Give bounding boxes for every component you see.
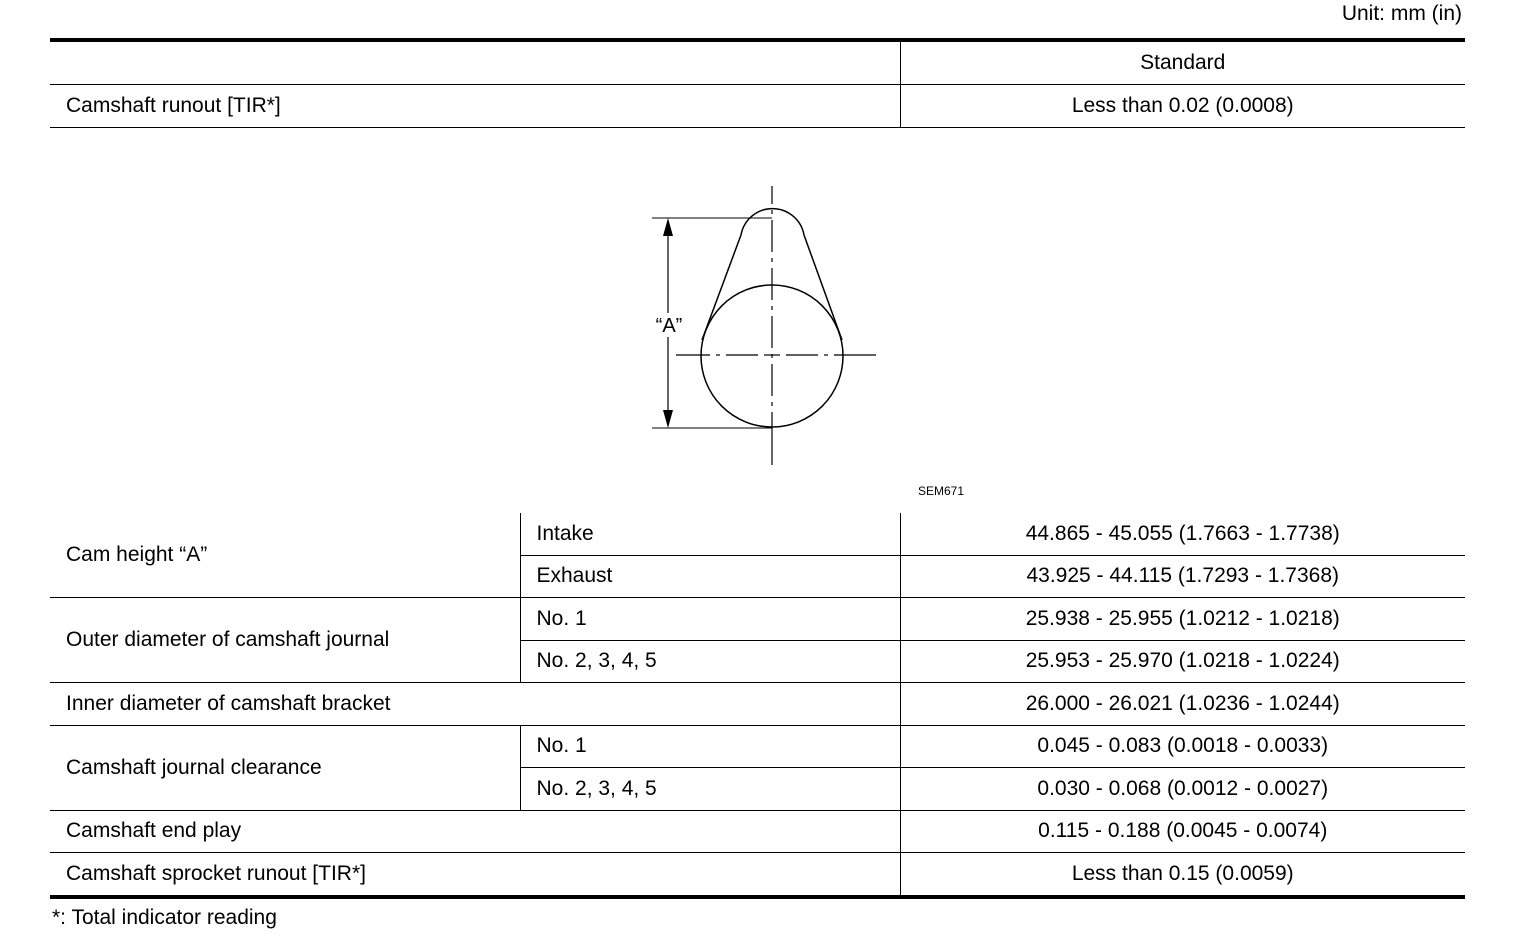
- row-label: Camshaft sprocket runout [TIR*]: [50, 853, 900, 897]
- sub-label: Intake: [520, 513, 900, 555]
- header-empty-cell: [50, 40, 900, 85]
- row-value: 44.865 - 45.055 (1.7663 - 1.7738): [900, 513, 1465, 555]
- sub-label: No. 1: [520, 598, 900, 641]
- row-value: 0.045 - 0.083 (0.0018 - 0.0033): [900, 725, 1465, 768]
- sub-label: No. 1: [520, 725, 900, 768]
- camshaft-runout-table: [50, 38, 1465, 128]
- row-label: Camshaft runout [TIR*]: [50, 85, 900, 128]
- footnote: *: Total indicator reading: [52, 906, 277, 929]
- arrow-up-icon: [663, 218, 673, 236]
- arrow-down-icon: [663, 410, 673, 428]
- row-value: 25.938 - 25.955 (1.0212 - 1.0218): [900, 598, 1465, 641]
- table-row: [50, 810, 1465, 853]
- row-value: 25.953 - 25.970 (1.0218 - 1.0224): [900, 640, 1465, 683]
- sub-label: Exhaust: [520, 555, 900, 598]
- row-label: Camshaft end play: [50, 810, 900, 853]
- figure-code: SEM671: [918, 484, 965, 498]
- header-row: [50, 40, 1465, 85]
- table-row: [50, 85, 1465, 128]
- row-value: 26.000 - 26.021 (1.0236 - 1.0244): [900, 683, 1465, 726]
- row-label: Outer diameter of camshaft journal: [50, 598, 520, 683]
- row-value: Less than 0.15 (0.0059): [900, 853, 1465, 897]
- table-row: [50, 683, 1465, 726]
- camshaft-spec-table: [50, 513, 1465, 899]
- row-value: Less than 0.02 (0.0008): [900, 85, 1465, 128]
- table-row: [50, 725, 1465, 768]
- sub-label: No. 2, 3, 4, 5: [520, 768, 900, 811]
- cam-height-diagram: [640, 180, 890, 470]
- table-row: [50, 853, 1465, 897]
- table-row: [50, 598, 1465, 641]
- row-value: 43.925 - 44.115 (1.7293 - 1.7368): [900, 555, 1465, 598]
- unit-label: Unit: mm (in): [1341, 2, 1462, 25]
- row-label: Camshaft journal clearance: [50, 725, 520, 810]
- sub-label: No. 2, 3, 4, 5: [520, 640, 900, 683]
- table-row: [50, 513, 1465, 555]
- row-value: 0.030 - 0.068 (0.0012 - 0.0027): [900, 768, 1465, 811]
- dimension-label: “A”: [655, 315, 683, 337]
- standard-header: Standard: [900, 40, 1465, 85]
- row-label: Cam height “A”: [50, 513, 520, 598]
- row-value: 0.115 - 0.188 (0.0045 - 0.0074): [900, 810, 1465, 853]
- row-label: Inner diameter of camshaft bracket: [50, 683, 900, 726]
